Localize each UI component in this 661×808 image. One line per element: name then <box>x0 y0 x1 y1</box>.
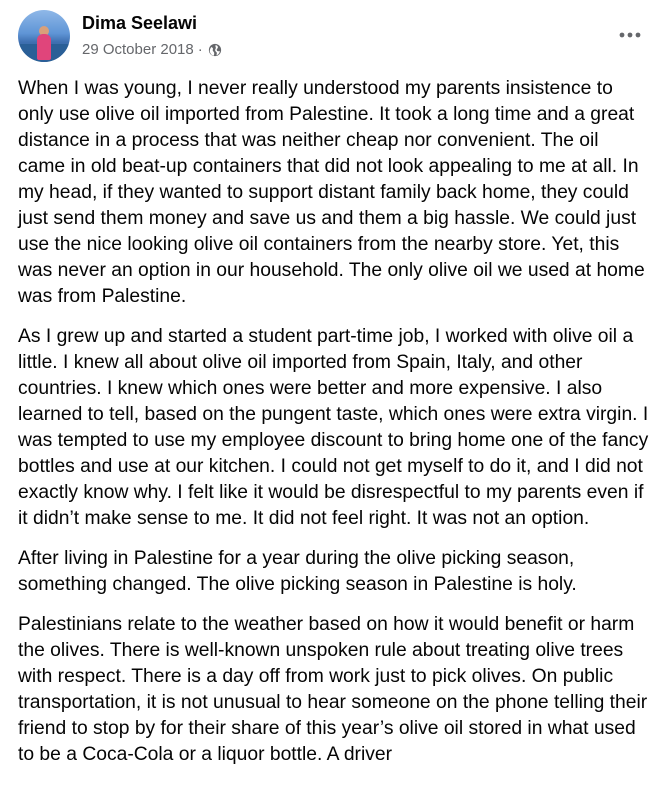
post-paragraph: After living in Palestine for a year during the olive picking season, something changed. The olive picking season in Palestine is holy. <box>18 548 577 595</box>
meta-separator: · <box>197 41 203 58</box>
post-paragraph: When I was young, I never really understood my parents insistence to only use olive oil imported from Palestine. It took a long time and a great distance in a process that was neither cheap nor convenient. The oil came in old beat-up containers that did not look appealing to me at all. In my head, if they wanted to support distant family back home, they could just send them money and save us and them a big hassle. We could just use the nice looking olive oil containers from the nearby store. Yet, this was never an option in our household. The only olive oil we used at home was from Palestine. <box>18 78 645 307</box>
post-meta <box>82 41 222 58</box>
globe-icon <box>208 43 222 57</box>
author-name[interactable]: Dima Seelawi <box>82 13 198 33</box>
post-date[interactable]: 29 October 2018 <box>82 41 194 58</box>
more-options-icon[interactable] <box>615 24 645 46</box>
avatar[interactable] <box>18 10 70 62</box>
post-body <box>18 76 650 782</box>
post-paragraph: As I grew up and started a student part-time job, I worked with olive oil a little. I knew all about olive oil imported from Spain, Italy, and other countries. I knew which ones were better and more expensive. I also learned to tell, based on the pungent taste, which ones were extra virgin. I was tempted to use my employee discount to bring home one of the fancy bottles and use at our kitchen. I could not get myself to do it, and I did not exactly know why. I felt like it would be disrespectful to my parents even if it didn’t make sense to me. It did not feel right. It was not an option. <box>18 326 649 529</box>
post-header <box>18 10 649 66</box>
post-paragraph: Palestinians relate to the weather based on how it would benefit or harm the olives. There is well-known unspoken rule about treating olive trees with respect. There is a day off from work just to pick olives. On public transportation, it is not unusual to hear someone on the phone telling their friend to stop by for their share of this year’s olive oil stored in what used to be a Coca-Cola or a liquor bottle. A driver <box>18 614 648 765</box>
